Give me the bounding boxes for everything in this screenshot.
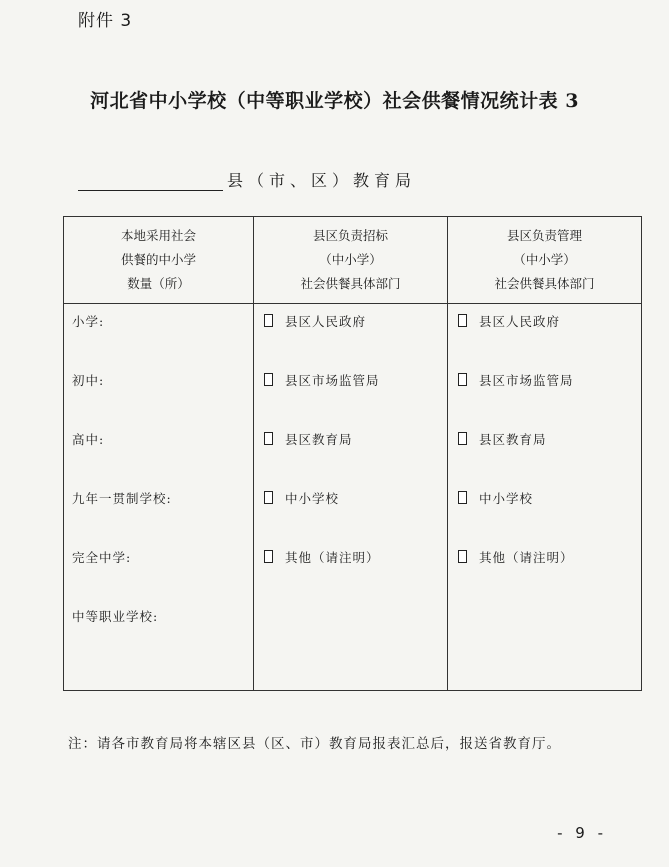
header-line: 社会供餐具体部门 xyxy=(494,276,595,291)
option-label: 中小学校 xyxy=(479,491,534,506)
school-type-item[interactable]: 九年一贯制学校: xyxy=(72,491,172,506)
header-school-count xyxy=(64,217,254,304)
header-line: 县区负责管理 xyxy=(506,228,582,243)
option-label: 县区人民政府 xyxy=(479,314,561,329)
header-line: 社会供餐具体部门 xyxy=(300,276,401,291)
bid-option[interactable] xyxy=(254,363,447,422)
checkbox-icon[interactable] xyxy=(458,373,467,386)
option-label: 县区市场监管局 xyxy=(479,373,574,388)
school-type-item[interactable]: 完全中学: xyxy=(72,550,132,565)
statistics-table xyxy=(63,216,642,691)
page-number: - 9 - xyxy=(557,824,607,842)
manage-option[interactable] xyxy=(448,540,641,599)
header-line: （中小学） xyxy=(513,252,576,267)
manage-option[interactable] xyxy=(448,363,641,422)
table-body-row xyxy=(64,304,642,691)
option-label: 中小学校 xyxy=(285,491,340,506)
school-type-item[interactable]: 中等职业学校: xyxy=(72,609,159,624)
header-line: 供餐的中小学 xyxy=(120,252,196,267)
checkbox-icon[interactable] xyxy=(264,314,273,327)
bid-options-cell xyxy=(254,304,448,691)
option-label: 县区人民政府 xyxy=(285,314,367,329)
county-suffix: 县（市、区）教育局 xyxy=(227,171,417,190)
attachment-label: 附件 3 xyxy=(78,11,133,31)
school-type-item[interactable]: 初中: xyxy=(72,373,105,388)
manage-option[interactable] xyxy=(448,422,641,481)
manage-option[interactable] xyxy=(448,304,641,363)
checkbox-icon[interactable] xyxy=(458,491,467,504)
header-line: 本地采用社会 xyxy=(120,228,196,243)
header-line: 数量（所） xyxy=(127,276,190,291)
header-bid-department xyxy=(254,217,448,304)
option-label: 县区教育局 xyxy=(479,432,547,447)
page-title: 河北省中小学校（中等职业学校）社会供餐情况统计表 3 xyxy=(90,90,579,112)
header-line: （中小学） xyxy=(319,252,382,267)
checkbox-icon[interactable] xyxy=(264,432,273,445)
school-type-cell xyxy=(64,304,254,691)
checkbox-icon[interactable] xyxy=(458,432,467,445)
school-type-item[interactable]: 高中: xyxy=(72,432,105,447)
footnote: 注：请各市教育局将本辖区县（区、市）教育局报表汇总后，报送省教育厅。 xyxy=(68,736,561,752)
bid-option[interactable] xyxy=(254,422,447,481)
checkbox-icon[interactable] xyxy=(458,550,467,563)
bid-option[interactable] xyxy=(254,304,447,363)
header-manage-department xyxy=(448,217,642,304)
manage-options-cell xyxy=(448,304,642,691)
checkbox-icon[interactable] xyxy=(458,314,467,327)
bid-option[interactable] xyxy=(254,481,447,540)
option-label: 县区教育局 xyxy=(285,432,353,447)
option-label: 县区市场监管局 xyxy=(285,373,380,388)
checkbox-icon[interactable] xyxy=(264,491,273,504)
county-fill-blank[interactable] xyxy=(78,172,223,191)
checkbox-icon[interactable] xyxy=(264,550,273,563)
table-header-row xyxy=(64,217,642,304)
manage-option[interactable] xyxy=(448,481,641,540)
header-line: 县区负责招标 xyxy=(312,228,388,243)
county-line xyxy=(78,168,416,191)
bid-option[interactable] xyxy=(254,540,447,599)
option-label: 其他（请注明） xyxy=(285,550,380,565)
option-label: 其他（请注明） xyxy=(479,550,574,565)
school-type-item[interactable]: 小学: xyxy=(72,314,105,329)
checkbox-icon[interactable] xyxy=(264,373,273,386)
